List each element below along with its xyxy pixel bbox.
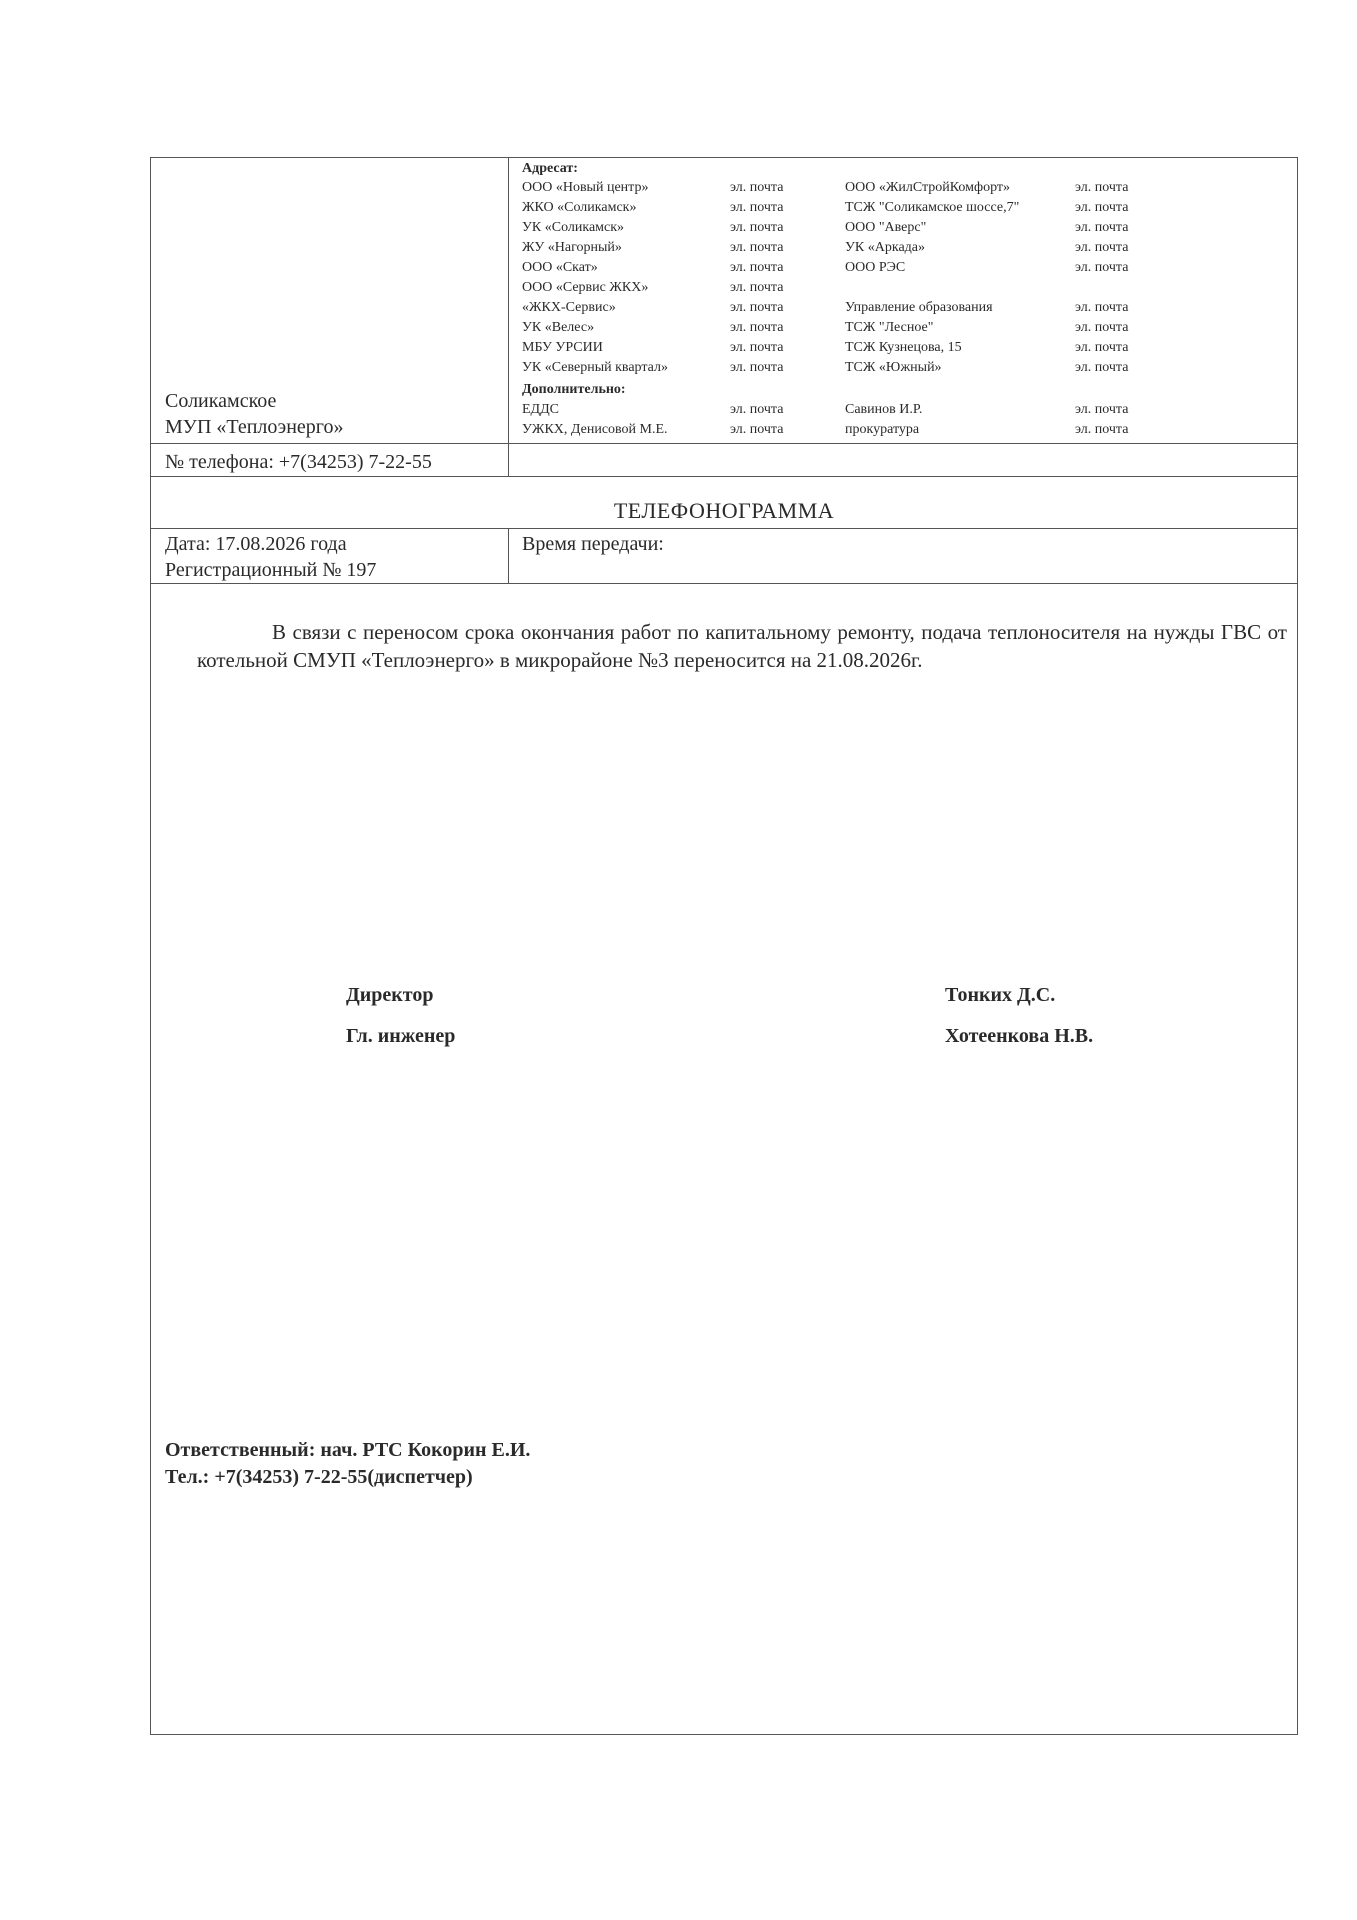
addressee-channel: эл. почта	[1075, 240, 1129, 255]
addressee-name: ТСЖ «Южный»	[845, 360, 942, 375]
addressee-name: ООО РЭС	[845, 260, 906, 275]
addressee-name: ЖУ «Нагорный»	[522, 240, 622, 255]
document-type-title: ТЕЛЕФОНОГРАММА	[613, 498, 835, 523]
addressee-name: УК «Велес»	[522, 320, 595, 335]
responsible-person: Ответственный: нач. РТС Кокорин Е.И.	[165, 1439, 531, 1461]
table-divider	[150, 476, 1298, 477]
addressee-name: МБУ УРСИИ	[522, 340, 603, 355]
document-date: Дата: 17.08.2026 года	[165, 533, 347, 555]
phone-number: № телефона: +7(34253) 7-22-55	[165, 451, 432, 473]
signature-position-director: Директор	[346, 984, 434, 1006]
addressee-name: ООО "Аверс"	[845, 220, 927, 235]
addressee-channel: эл. почта	[730, 260, 784, 275]
addressee-channel: эл. почта	[730, 240, 784, 255]
addressee-name: «ЖКХ-Сервис»	[522, 300, 616, 315]
addressee-channel: эл. почта	[1075, 300, 1129, 315]
addressee-channel: эл. почта	[730, 340, 784, 355]
addressee-channel: эл. почта	[730, 300, 784, 315]
addressee-name: Управление образования	[845, 300, 993, 315]
addressee-channel: эл. почта	[730, 200, 784, 215]
table-divider	[150, 443, 1298, 444]
addressee-channel: эл. почта	[1075, 360, 1129, 375]
addressee-name: УК «Северный квартал»	[522, 360, 668, 375]
addressee-name: ТСЖ "Лесное"	[845, 320, 934, 335]
addressee-name: ООО «Скат»	[522, 260, 598, 275]
transmission-time-label: Время передачи:	[522, 533, 664, 555]
addressee-channel: эл. почта	[1075, 180, 1129, 195]
additional-title: Дополнительно:	[522, 382, 626, 397]
document-frame	[150, 157, 1298, 1735]
addressee-channel: эл. почта	[1075, 320, 1129, 335]
addressee-name: ООО «Сервис ЖКХ»	[522, 280, 649, 295]
addressee-title: Адресат:	[522, 161, 578, 176]
addressee-channel: эл. почта	[730, 220, 784, 235]
registration-number: Регистрационный № 197	[165, 559, 377, 581]
addressee-channel: эл. почта	[730, 402, 784, 417]
addressee-name: прокуратура	[845, 422, 920, 437]
org-name-line1: Соликамское	[165, 390, 277, 412]
addressee-channel: эл. почта	[1075, 340, 1129, 355]
addressee-name: ТСЖ "Соликамское шоссе,7"	[845, 200, 1020, 215]
column-divider	[508, 528, 509, 583]
table-divider	[150, 528, 1298, 529]
addressee-name: ЖКО «Соликамск»	[522, 200, 637, 215]
addressee-channel: эл. почта	[730, 280, 784, 295]
message-body: В связи с переносом срока окончания работ по капитальному ремонту, подача теплоносителя на нужды ГВС от котельной СМУП «Теплоэнерго» в микрорайоне №3 переносится на 21.08.2026г.	[197, 620, 1287, 672]
signature-name-engineer: Хотеенкова Н.В.	[945, 1025, 1094, 1047]
addressee-name: ТСЖ Кузнецова, 15	[845, 340, 962, 355]
addressee-channel: эл. почта	[730, 320, 784, 335]
column-divider	[508, 157, 509, 476]
addressee-name: ООО «ЖилСтройКомфорт»	[845, 180, 1011, 195]
addressee-name: ООО «Новый центр»	[522, 180, 649, 195]
org-name-line2: МУП «Теплоэнерго»	[165, 416, 344, 438]
addressee-channel: эл. почта	[1075, 200, 1129, 215]
signature-position-engineer: Гл. инженер	[346, 1025, 456, 1047]
addressee-channel: эл. почта	[730, 422, 784, 437]
addressee-channel: эл. почта	[1075, 260, 1129, 275]
addressee-name: ЕДДС	[522, 402, 559, 417]
addressee-channel: эл. почта	[730, 180, 784, 195]
responsible-phone: Тел.: +7(34253) 7-22-55(диспетчер)	[165, 1466, 473, 1488]
addressee-channel: эл. почта	[1075, 402, 1129, 417]
addressee-name: УК «Аркада»	[845, 240, 926, 255]
table-divider	[150, 583, 1298, 584]
addressee-name: УЖКХ, Денисовой М.Е.	[522, 422, 668, 437]
signature-name-director: Тонких Д.С.	[945, 984, 1056, 1006]
addressee-channel: эл. почта	[730, 360, 784, 375]
addressee-channel: эл. почта	[1075, 220, 1129, 235]
addressee-channel: эл. почта	[1075, 422, 1129, 437]
addressee-name: Савинов И.Р.	[845, 402, 923, 417]
addressee-name: УК «Соликамск»	[522, 220, 625, 235]
